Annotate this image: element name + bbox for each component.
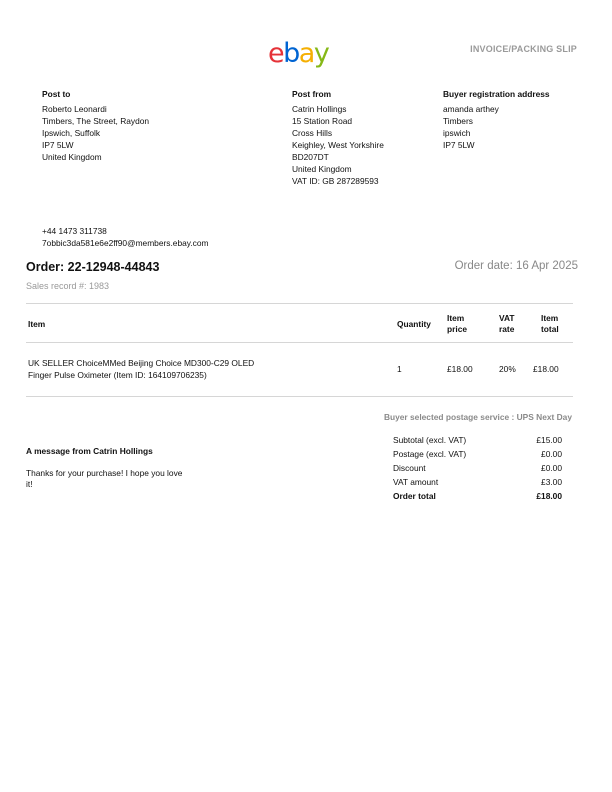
item-title-cont: Finger Pulse Oximeter (Item ID: 164109706235) [28,370,207,380]
order-number: Order: 22-12948-44843 [26,260,160,274]
post-from-line: BD207DT [292,152,329,162]
post-to-line: Timbers, The Street, Raydon [42,116,150,126]
subtotal-value: £15.00 [536,435,562,445]
col-header-item-price [447,313,467,335]
buyer-email: 7obbic3da581e6e2ff90@members.ebay.com [42,238,209,248]
post-to-line: United Kingdom [42,152,102,162]
post-to-block [42,88,149,163]
post-from-line: Keighley, West Yorkshire [292,140,384,150]
buyer-registration-line: amanda arthey [443,104,499,114]
table-row-item-price: £18.00 [447,364,473,374]
post-to-line: IP7 5LW [42,140,74,150]
post-from-heading: Post from [292,89,332,99]
table-row-item-description [28,357,254,381]
col-header-vat-rate-line1: VAT [499,313,515,323]
logo-letter-b: b [283,38,299,69]
post-from-block [292,88,384,187]
logo-letter-y: y [313,38,329,69]
table-bottom-divider [26,396,573,397]
postage-service: Buyer selected postage service : UPS Next Day [383,412,572,422]
table-top-divider [26,303,573,304]
subtotal-label: Subtotal (excl. VAT) [393,435,467,445]
vat-amount-value: £3.00 [541,477,562,487]
post-from-line: Cross Hills [292,128,333,138]
table-header-divider [26,342,573,343]
post-from-line: Catrin Hollings [292,104,347,114]
buyer-registration-line: Timbers [443,116,473,126]
post-from-line: United Kingdom [292,164,352,174]
col-header-quantity: Quantity [397,319,431,329]
col-header-vat-rate-line2: rate [499,324,515,334]
col-header-item-total-line1: Item [541,313,559,323]
post-to-heading: Post to [42,89,71,99]
order-total-label: Order total [393,491,436,501]
order-date: Order date: 16 Apr 2025 [454,260,578,272]
discount-label: Discount [393,463,426,473]
table-row-item-total: £18.00 [533,364,559,374]
vat-amount-label: VAT amount [393,477,439,487]
item-title: UK SELLER ChoiceMMed Beijing Choice MD300-C29 OLED [28,358,255,368]
ebay-logo [268,40,328,68]
post-from-line: 15 Station Road [292,116,353,126]
logo-letter-a: a [298,38,314,69]
vat-id: VAT ID: GB 287289593 [292,176,379,186]
post-to-line: Ipswich, Suffolk [42,128,101,138]
col-header-vat-rate [499,313,515,335]
table-row-quantity: 1 [397,364,402,374]
post-to-line: Roberto Leonardi [42,104,107,114]
logo-letter-e: e [268,38,284,69]
buyer-registration-line: ipswich [443,128,471,138]
buyer-registration-line: IP7 5LW [443,140,475,150]
seller-message-body: Thanks for your purchase! I hope you love it! [26,468,183,489]
buyer-registration-block [443,88,550,151]
col-header-item-price-line1: Item [447,313,465,323]
table-row-vat-rate: 20% [499,364,516,374]
sales-record: Sales record #: 1983 [26,281,110,291]
col-header-item-total-line2: total [541,324,559,334]
seller-message-heading: A message from Catrin Hollings [26,446,153,456]
buyer-phone: +44 1473 311738 [42,226,107,236]
postage-label: Postage (excl. VAT) [393,449,467,459]
col-header-item-price-line2: price [447,324,468,334]
order-total-value: £18.00 [536,491,562,501]
document-title: INVOICE/PACKING SLIP [470,44,577,54]
col-header-item: Item [28,319,46,329]
col-header-item-total [541,313,559,335]
postage-value: £0.00 [541,449,562,459]
discount-value: £0.00 [541,463,562,473]
buyer-contact [42,225,209,249]
buyer-registration-heading: Buyer registration address [443,89,550,99]
